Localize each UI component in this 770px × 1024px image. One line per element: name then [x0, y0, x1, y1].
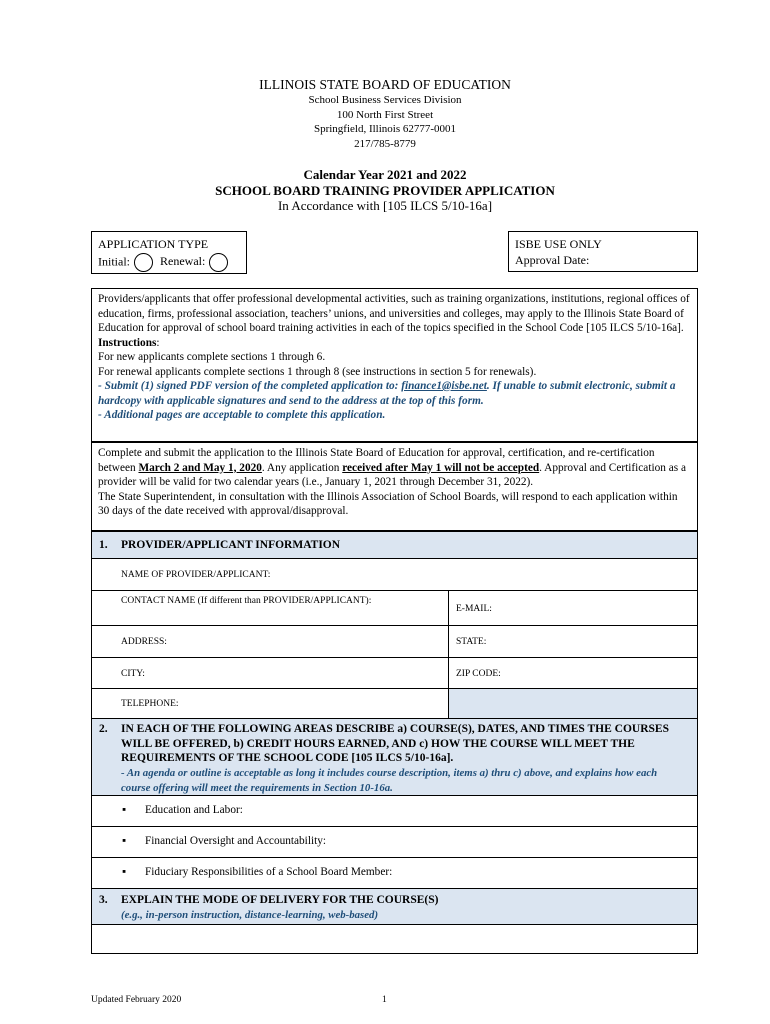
- submission-text-3: . Approval and Certification as a provider will be valid for two calendar years (i.e., January 1, 2021 through December 31, 2022).: [98, 461, 686, 488]
- address-field[interactable]: [92, 626, 449, 657]
- section-2-title: IN EACH OF THE FOLLOWING AREAS DESCRIBE a) COURSE(S), DATES, AND TIMES THE COURSES WILL BE OFFERED, b) CREDIT HOURS EARNED, AND c) HOW THE COURSE WILL MEET THE REQUIREMENTS OF THE SCHOOL CODE [105 ILCS 5/10-16a].: [121, 723, 669, 764]
- section-1-title: PROVIDER/APPLICANT INFORMATION: [121, 539, 341, 551]
- phone-number: 217/785-8779: [354, 137, 416, 150]
- section-1-number: 1.: [99, 539, 108, 551]
- submit-text-2: . If unable to submit electronic, submit a hardcopy with applicable signatures and send to the address at the top of this form.: [98, 380, 676, 407]
- submission-text-2: . Any application: [261, 461, 343, 474]
- submit-text: - Submit (1) signed PDF version of the completed application to:: [98, 380, 402, 392]
- initial-label: Initial:: [98, 254, 130, 269]
- telephone-shaded-cell: [449, 689, 697, 718]
- area-education-labor[interactable]: [91, 796, 698, 827]
- section-2-header: [91, 719, 698, 796]
- agency-name: ILLINOIS STATE BOARD OF EDUCATION: [259, 77, 511, 92]
- provider-name-label: NAME OF PROVIDER/APPLICANT:: [121, 570, 271, 580]
- form-title: SCHOOL BOARD TRAINING PROVIDER APPLICATION: [215, 182, 555, 198]
- renewal-label: Renewal:: [160, 254, 206, 269]
- submit-instructions: [98, 379, 691, 408]
- section-1-header: [91, 531, 698, 559]
- header: [0, 76, 770, 151]
- contact-row: [91, 591, 698, 626]
- section-2-number: 2.: [99, 723, 108, 735]
- section-3-note: (e.g., in-person instruction, distance-learning, web-based): [121, 909, 379, 921]
- provider-name-row: [91, 559, 698, 591]
- late-warning: received after May 1 will not be accepted: [342, 461, 540, 474]
- area-fiduciary[interactable]: [91, 858, 698, 889]
- section-2-note: - An agenda or outline is acceptable as long it includes course description, items a) thru c) above, and explains how each course offering will meet the requirements in Section 10-16a.: [121, 767, 658, 794]
- accordance-text: In Accordance with [105 ILCS 5/10-16a]: [277, 198, 493, 213]
- area-label: Financial Oversight and Accountability:: [145, 835, 327, 847]
- section-3-header: [91, 889, 698, 925]
- telephone-field[interactable]: [92, 689, 449, 718]
- area-financial-oversight[interactable]: [91, 827, 698, 858]
- contact-name-field[interactable]: [92, 591, 449, 625]
- address-row: [91, 626, 698, 658]
- renewal-radio[interactable]: [209, 253, 228, 272]
- intro-paragraph: Providers/applicants that offer professional developmental activities, such as training organizations, institutions, regional offices of education, firms, professional association, teachers’ unions, and universities and colleges, may apply to the Illinois State Board of Education for approval of school board training activities in each of the topics specified in the School Code [105 ILCS 5/10-16a].: [98, 293, 690, 334]
- form-title-block: [0, 167, 770, 214]
- city-field[interactable]: [92, 658, 449, 688]
- new-applicants-text: For new applicants complete sections 1 through 6.: [98, 351, 326, 363]
- area-label: Education and Labor:: [145, 804, 243, 816]
- isbe-label: ISBE USE ONLY: [515, 237, 602, 251]
- address-label: ADDRESS:: [121, 637, 167, 647]
- application-type-box: [91, 231, 247, 274]
- bullet-icon: ▪: [122, 835, 127, 847]
- street-address: 100 North First Street: [336, 108, 434, 121]
- city-label: CITY:: [121, 669, 145, 679]
- zip-label: ZIP CODE:: [456, 669, 501, 679]
- bullet-icon: ▪: [122, 804, 127, 816]
- telephone-row: [91, 689, 698, 719]
- application-type-label: APPLICATION TYPE: [98, 237, 209, 251]
- delivery-mode-field[interactable]: [91, 925, 698, 954]
- additional-pages-note: - Additional pages are acceptable to complete this application.: [98, 409, 386, 421]
- instructions-colon: :: [156, 336, 160, 349]
- response-paragraph: The State Superintendent, in consultation with the Illinois Association of School Boards, will respond to each application within 30 days of the date received with approval/disapproval.: [98, 490, 678, 517]
- section-3-title: EXPLAIN THE MODE OF DELIVERY FOR THE COURSE(S): [121, 894, 439, 906]
- city-address: Springfield, Illinois 62777-0001: [313, 123, 457, 135]
- instructions-heading: Instructions: [98, 336, 157, 349]
- email-label: E-MAIL:: [456, 604, 492, 614]
- isbe-use-only-box: [508, 231, 698, 272]
- approval-date-label: Approval Date:: [515, 252, 590, 267]
- footer-updated: Updated February 2020: [91, 995, 182, 1005]
- submission-text: Complete and submit the application to the Illinois State Board of Education for approval, certification, and re-certification between: [98, 447, 655, 474]
- submission-dates: March 2 and May 1, 2020: [138, 461, 262, 474]
- bullet-icon: ▪: [122, 866, 127, 878]
- state-label: STATE:: [456, 637, 487, 647]
- telephone-label: TELEPHONE:: [121, 699, 179, 709]
- intro-box: [91, 288, 698, 442]
- area-label: Fiduciary Responsibilities of a School Board Member:: [145, 866, 393, 878]
- page-number: 1: [382, 995, 387, 1005]
- initial-radio[interactable]: [134, 253, 153, 272]
- division: School Business Services Division: [308, 94, 462, 106]
- section-3-number: 3.: [99, 894, 108, 906]
- submit-email-link[interactable]: finance1@isbe.net: [401, 380, 487, 392]
- renewal-applicants-text: For renewal applicants complete sections 1 through 8 (see instructions in section 5 for renewals).: [98, 365, 537, 378]
- submission-paragraph: [98, 446, 691, 490]
- city-row: [91, 658, 698, 689]
- contact-name-label: CONTACT NAME (If different than PROVIDER/APPLICANT):: [121, 596, 372, 606]
- calendar-year: Calendar Year 2021 and 2022: [303, 167, 467, 182]
- submission-box: [91, 442, 698, 531]
